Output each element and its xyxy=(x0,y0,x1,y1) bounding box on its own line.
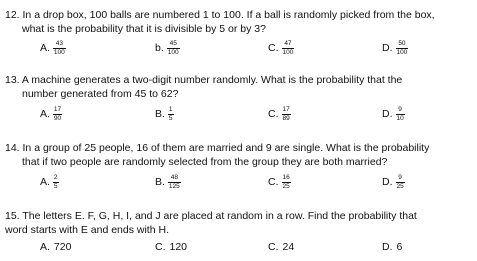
fraction xyxy=(167,40,180,56)
choice-letter: A. xyxy=(40,176,50,188)
denominator: 89 xyxy=(282,115,290,122)
choice-value: 6 xyxy=(396,241,403,253)
fraction xyxy=(53,40,66,56)
denominator: 5 xyxy=(53,183,58,190)
numerator: 17 xyxy=(282,106,290,113)
choice-letter: C. xyxy=(268,176,279,188)
choice-a[interactable] xyxy=(40,172,59,192)
numerator: 9 xyxy=(398,174,402,181)
question-13-line-2: number generated from 45 to 62? xyxy=(22,88,179,100)
numerator: 9 xyxy=(398,106,402,113)
numerator: 1 xyxy=(168,106,173,113)
choice-c[interactable] xyxy=(268,104,291,124)
choice-b[interactable] xyxy=(155,172,181,192)
choice-letter: C. xyxy=(268,42,279,54)
fraction xyxy=(282,174,291,190)
fraction xyxy=(396,106,405,122)
numerator: 43 xyxy=(55,40,63,47)
choice-value: 120 xyxy=(169,241,188,253)
choice-letter: A. xyxy=(40,241,50,253)
question-14-line-1: 14. In a group of 25 people, 16 of them are married and 9 are single. What is the probability xyxy=(5,142,430,154)
question-15-line-1: 15. The letters E. F, G, H, I, and J are placed at random in a row. Find the probability that xyxy=(5,210,417,222)
denominator: 100 xyxy=(53,49,65,56)
numerator: 50 xyxy=(398,40,406,47)
choice-letter: A. xyxy=(40,108,50,120)
choice-d[interactable] xyxy=(382,172,405,192)
choice-c[interactable] xyxy=(268,237,294,257)
question-13-choices xyxy=(0,104,477,124)
choice-letter: B. xyxy=(155,176,165,188)
denominator: 90 xyxy=(53,115,62,122)
choice-letter: C. xyxy=(268,108,279,120)
fraction xyxy=(53,106,62,122)
fraction xyxy=(282,106,291,122)
denominator: 25 xyxy=(396,183,404,190)
fraction xyxy=(168,174,181,190)
question-15-line-2: word starts with E and ends with H. xyxy=(5,224,169,236)
fraction xyxy=(168,106,174,122)
choice-c[interactable] xyxy=(268,38,294,58)
choice-value: 720 xyxy=(53,241,72,253)
question-15-choices xyxy=(0,237,477,257)
fraction xyxy=(53,174,59,190)
question-14-line-2: that if two people are randomly selected from the group they are both married? xyxy=(22,156,388,168)
choice-letter: C. xyxy=(268,241,279,253)
denominator: 10 xyxy=(396,115,404,122)
fraction xyxy=(282,40,295,56)
question-12-choices xyxy=(0,38,477,58)
question-12-line-2: what is the probability that it is divisible by 5 or by 3? xyxy=(22,23,266,35)
choice-a[interactable] xyxy=(40,104,62,124)
choice-letter: B. xyxy=(155,108,165,120)
choice-letter: A. xyxy=(40,42,50,54)
choice-d[interactable] xyxy=(382,237,402,257)
denominator: 5 xyxy=(168,115,173,122)
numerator: 47 xyxy=(284,40,292,47)
choice-letter: b. xyxy=(155,42,164,54)
choice-letter: C. xyxy=(155,241,166,253)
numerator: 48 xyxy=(170,174,178,181)
numerator: 2 xyxy=(53,174,58,181)
choice-d[interactable] xyxy=(382,38,408,58)
question-13-line-1: 13. A machine generates a two-digit number randomly. What is the probability that the xyxy=(5,74,403,86)
choice-value: 24 xyxy=(282,241,295,253)
choice-letter: D. xyxy=(382,108,393,120)
choice-c[interactable] xyxy=(268,172,291,192)
question-12-line-1: 12. In a drop box, 100 balls are numbered 1 to 100. If a ball is randomly picked from the box, xyxy=(5,9,435,21)
denominator: 100 xyxy=(167,49,179,56)
choice-b[interactable] xyxy=(155,237,187,257)
question-14-choices xyxy=(0,172,477,192)
numerator: 17 xyxy=(53,106,62,113)
fraction xyxy=(396,174,405,190)
choice-letter: D. xyxy=(382,241,393,253)
choice-a[interactable] xyxy=(40,237,71,257)
choice-a[interactable] xyxy=(40,38,66,58)
denominator: 125 xyxy=(168,183,180,190)
numerator: 45 xyxy=(169,40,177,47)
choice-d[interactable] xyxy=(382,104,405,124)
fraction xyxy=(396,40,409,56)
numerator: 16 xyxy=(282,174,290,181)
choice-b[interactable] xyxy=(155,38,180,58)
denominator: 100 xyxy=(282,49,294,56)
choice-letter: D. xyxy=(382,42,393,54)
choice-b[interactable] xyxy=(155,104,174,124)
denominator: 25 xyxy=(282,183,290,190)
choice-letter: D. xyxy=(382,176,393,188)
denominator: 100 xyxy=(396,49,408,56)
